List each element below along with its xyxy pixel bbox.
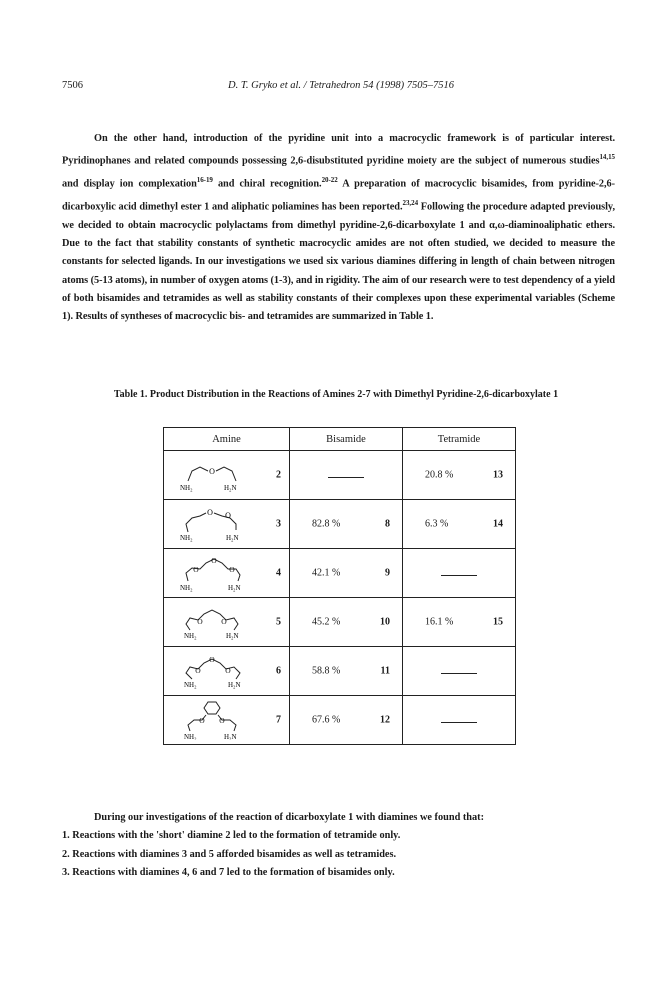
- findings-list: [62, 809, 622, 883]
- amine-cell: [164, 500, 290, 549]
- svg-text:O: O: [229, 565, 235, 574]
- table-row: [164, 500, 516, 549]
- amine-cell: [164, 647, 290, 696]
- empty-dash: [441, 673, 477, 674]
- empty-dash: [441, 722, 477, 723]
- svg-text:O: O: [225, 511, 231, 520]
- svg-text:O: O: [207, 508, 213, 517]
- header-amine: Amine: [164, 428, 290, 451]
- svg-text:NH₂: NH₂: [180, 534, 193, 542]
- empty-dash: [328, 477, 364, 478]
- amine-5-structure: [178, 602, 258, 642]
- bisamide-cell: 58.8 % 11: [290, 647, 403, 696]
- svg-text:H₂N: H₂N: [228, 681, 241, 689]
- header-bisamide: Bisamide: [290, 428, 403, 451]
- svg-text:H₂N: H₂N: [224, 484, 237, 492]
- tetramide-cell: [403, 549, 516, 598]
- amine-number: 4: [276, 567, 281, 579]
- amine-7-structure: [178, 700, 258, 740]
- svg-text:H₂N: H₂N: [224, 733, 237, 740]
- bisamide-cell: 42.1 % 9: [290, 549, 403, 598]
- amine-4-structure: [178, 553, 258, 593]
- amine-cell: [164, 696, 290, 745]
- amine-number: 3: [276, 518, 281, 530]
- amine-6-structure: [178, 651, 258, 691]
- bisamide-cell: 45.2 % 10: [290, 598, 403, 647]
- bisamide-cell: 82.8 % 8: [290, 500, 403, 549]
- amine-3-structure: [178, 504, 258, 544]
- intro-paragraph: On the other hand, introduction of the pyridine unit into a macrocyclic framework is of particular interest. Pyridinophanes and related compounds possessing 2,6-disubstituted pyridine moiety are the subject of numerous studies$^{14,15}$ and display ion complexation$^{16-19}$ and chiral recognition.$^{20-22}$ A preparation of macrocyclic bisamides, from pyridine-2,6-dicarboxylic acid dimethyl ester 1 and aliphatic poliamines has been reported.$^{23,24}$ Following the procedure adapted previously, we decided to obtain macrocyclic polylactams from dimethyl pyridine-2,6-dicarboxylate 1 and α,ω-diaminoaliphatic ethers. Due to the fact that stability constants of synthetic macrocyclic amides are not often studied, we decided to measure the constants for selected ligands. In our investigations we used six various diamines differing in length of chain between nitrogen atoms (5-13 atoms), in number of oxygen atoms (1-3), and in rigidity. The aim of our research were to test dependency of a yield of both bisamides and tetramides as well as stability constants of their complexes upon these experimental variables (Scheme 1). Results of syntheses of macrocyclic bis- and tetramides are summarized in Table 1.: [62, 133, 615, 323]
- svg-text:H₂N: H₂N: [226, 534, 239, 542]
- tetramide-cell: [403, 647, 516, 696]
- table-header-row: [164, 428, 516, 451]
- bisamide-cell: 67.6 % 12: [290, 696, 403, 745]
- table-row: [164, 598, 516, 647]
- table-row: [164, 451, 516, 500]
- svg-text:O: O: [209, 655, 215, 664]
- amine-cell: [164, 598, 290, 647]
- svg-text:O: O: [195, 666, 201, 675]
- finding-item: 3. Reactions with diamines 4, 6 and 7 led to the formation of bisamides only.: [62, 867, 395, 879]
- amine-number: 7: [276, 714, 281, 726]
- tetramide-cell: 16.1 % 15: [403, 598, 516, 647]
- amine-2-structure: [178, 455, 258, 495]
- empty-dash: [441, 575, 477, 576]
- finding-item: 1. Reactions with the 'short' diamine 2 led to the formation of tetramide only.: [62, 830, 401, 842]
- table-caption: Table 1. Product Distribution in the Reactions of Amines 2-7 with Dimethyl Pyridine-2,6-dicarboxylate 1: [113, 389, 559, 400]
- amine-cell: [164, 451, 290, 500]
- svg-text:NH₂: NH₂: [180, 484, 193, 492]
- svg-text:NH₂: NH₂: [184, 733, 197, 740]
- amine-number: 6: [276, 665, 281, 677]
- amine-cell: [164, 549, 290, 598]
- svg-text:O: O: [199, 716, 205, 725]
- table-row: [164, 647, 516, 696]
- svg-text:O: O: [209, 467, 215, 476]
- svg-text:O: O: [221, 617, 227, 626]
- bisamide-cell: [290, 451, 403, 500]
- svg-text:H₂N: H₂N: [226, 632, 239, 640]
- amine-number: 5: [276, 616, 281, 628]
- running-title: D. T. Gryko et al. / Tetrahedron 54 (1998) 7505–7516: [228, 80, 454, 91]
- svg-text:O: O: [211, 556, 217, 565]
- header-tetramide: Tetramide: [403, 428, 516, 451]
- table-row: [164, 696, 516, 745]
- tetramide-cell: 20.8 % 13: [403, 451, 516, 500]
- finding-item: 2. Reactions with diamines 3 and 5 afforded bisamides as well as tetramides.: [62, 848, 397, 860]
- tetramide-cell: 6.3 % 14: [403, 500, 516, 549]
- svg-text:O: O: [197, 617, 203, 626]
- page-number: 7506: [62, 80, 83, 91]
- svg-text:O: O: [219, 716, 225, 725]
- amine-number: 2: [276, 469, 281, 481]
- svg-text:NH₂: NH₂: [184, 632, 197, 640]
- product-distribution-table: [163, 427, 516, 745]
- svg-text:O: O: [225, 666, 231, 675]
- svg-text:O: O: [193, 565, 199, 574]
- svg-text:NH₂: NH₂: [184, 681, 197, 689]
- table-row: [164, 549, 516, 598]
- svg-text:NH₂: NH₂: [180, 584, 193, 592]
- svg-text:H₂N: H₂N: [228, 584, 241, 592]
- tetramide-cell: [403, 696, 516, 745]
- findings-intro: During our investigations of the reaction of dicarboxylate 1 with diamines we found that:: [94, 812, 485, 823]
